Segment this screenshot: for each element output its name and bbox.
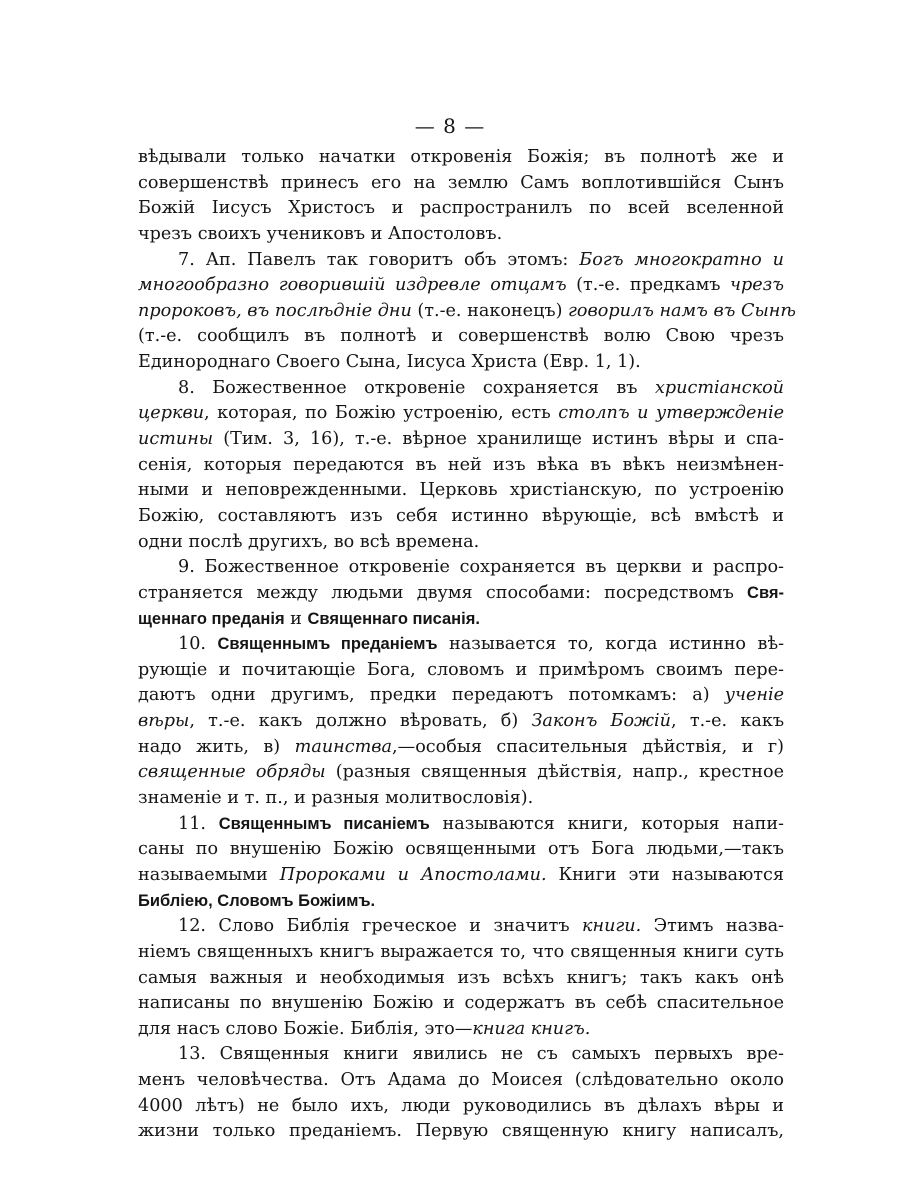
text-line [138, 966, 784, 992]
text-run: написаны по внушенію Божію и содержатъ въ себѣ спасительное [138, 993, 784, 1014]
text-line [138, 555, 784, 581]
italic-text: вѣры [138, 711, 190, 732]
text-run: 8. Божественное откровеніе сохраняется въ [178, 377, 655, 398]
text-run: Единороднаго Своего Сына, Іисуса Христа (Евр. 1, 1). [138, 352, 641, 373]
text-line [138, 350, 784, 376]
text-line [138, 581, 784, 607]
text-run: (Тим. 3, 16), т.-е. вѣрное хранилище истинъ вѣры и спа- [213, 429, 784, 450]
text-line [138, 786, 784, 812]
italic-text: христіанской [654, 377, 784, 398]
text-line [138, 940, 784, 966]
text-line [138, 222, 784, 248]
paragraph [138, 812, 784, 915]
text-run: вѣдывали только начатки откровенія Божія; въ полнотѣ же и [138, 147, 784, 167]
page-body-text [138, 145, 796, 1145]
text-line [138, 299, 796, 325]
paragraph [138, 145, 784, 248]
text-run: (разныя священныя дѣйствія, напр., крестное [325, 762, 784, 783]
text-run: Книги эти называются [546, 864, 784, 885]
text-line [138, 1119, 784, 1145]
text-line [138, 863, 784, 889]
italic-text: чрезъ [730, 275, 784, 296]
text-line [138, 607, 784, 633]
bold-text: Священнымъ писаніемъ [218, 814, 430, 833]
text-run: совершенствѣ принесъ его на землю Самъ воплотившійся Сынъ [138, 172, 784, 193]
italic-text: священные обряды [138, 762, 326, 783]
text-run: 9. Божественное откровеніе сохраняется въ церкви и распро- [178, 557, 784, 578]
text-run: знаменіе и т. п., и разныя молитвословія). [138, 788, 534, 809]
text-line [138, 478, 784, 504]
italic-text: церкви [138, 403, 205, 424]
text-run: 10. [178, 634, 218, 655]
italic-text: ученіе [724, 685, 784, 706]
text-run: надо жить, в) [138, 736, 295, 757]
text-run: 4000 лѣтъ) не было ихъ, люди руководились въ дѣлахъ вѣры и [138, 1095, 784, 1116]
paragraph [138, 555, 784, 632]
text-run: страняется между людьми двумя способами: посредствомъ [138, 582, 748, 603]
italic-text: книга книгъ. [472, 1018, 591, 1039]
text-run: для насъ слово Божіе. Библія, это— [138, 1018, 473, 1039]
text-run: 11. [178, 813, 219, 834]
text-run: и [284, 608, 308, 629]
text-line [138, 1017, 784, 1043]
text-line [138, 1068, 784, 1094]
italic-text: Богъ многократно и [579, 249, 785, 270]
text-run: 13. Священныя книги явились не съ самыхъ первыхъ вре- [178, 1044, 784, 1065]
text-run: одни послѣ другихъ, во всѣ времена. [138, 531, 480, 552]
text-line [138, 196, 784, 222]
text-run: называется то, когда истинно вѣ- [437, 634, 785, 655]
bold-text: Свя- [747, 583, 784, 602]
text-line [138, 453, 784, 479]
italic-text: Законъ Божій [531, 711, 672, 732]
bold-text: Библіею, Словомъ Божіимъ. [138, 891, 376, 910]
text-line [138, 248, 784, 274]
text-run: , т.-е. какъ [671, 711, 785, 732]
page-number: — 8 — [414, 114, 486, 138]
text-run: Божію, составляютъ изъ себя истинно вѣрующіе, всѣ вмѣстѣ и [138, 505, 784, 526]
text-line [138, 1042, 784, 1068]
text-run: ными и неповрежденными. Церковь христіанскую, по устроенію [138, 480, 784, 501]
text-run: 12. Слово Библія греческое и значитъ [178, 916, 582, 937]
text-line [138, 889, 784, 915]
text-run: сенія, которыя передаются въ ней изъ вѣка въ вѣкъ неизмѣнен- [138, 454, 784, 475]
text-line [138, 401, 784, 427]
text-line [138, 709, 784, 735]
text-line [138, 376, 784, 402]
text-line [138, 427, 784, 453]
text-line [138, 658, 784, 684]
italic-text: книги. [581, 916, 642, 937]
text-run: чрезъ своихъ учениковъ и Апостоловъ. [138, 223, 503, 244]
text-run: ,—особыя спасительныя дѣйствія, и г) [392, 736, 784, 757]
text-line [138, 504, 784, 530]
text-run: ніемъ священныхъ книгъ выражается то, что священныя книги суть [138, 941, 784, 962]
paragraph [138, 632, 784, 811]
italic-text: говорилъ намъ въ Сынѣ [568, 300, 796, 321]
italic-text: многообразно говорившій издревле отцамъ [138, 275, 567, 296]
text-run: (т.-е. наконецъ) [411, 300, 569, 321]
italic-text: столпъ и утвержденіе [558, 403, 784, 424]
italic-text: Пророками и Апостолами. [279, 864, 547, 885]
text-run: , т.-е. какъ должно вѣровать, б) [189, 711, 532, 732]
text-line [138, 760, 784, 786]
bold-text: Священнаго писанія. [307, 609, 480, 628]
paragraph [138, 914, 784, 1042]
paragraph [138, 248, 796, 376]
text-run: (т.-е. сообщилъ въ полнотѣ и совершенствѣ волю Свою чрезъ [138, 326, 784, 347]
text-line [138, 1094, 784, 1120]
italic-text: таинства [294, 736, 393, 757]
paragraph [138, 1042, 784, 1145]
text-line [138, 530, 784, 556]
text-run: самыя важныя и необходимыя изъ всѣхъ книгъ; такъ какъ онѣ [138, 967, 784, 988]
text-line [138, 812, 784, 838]
bold-text: щеннаго преданія [138, 609, 285, 628]
text-line [138, 632, 784, 658]
text-run: саны по внушенію Божію освященными отъ Бога людьми,—такъ [138, 839, 784, 860]
italic-text: истины [138, 429, 214, 450]
text-line [138, 683, 784, 709]
bold-text: Священнымъ преданіемъ [217, 635, 438, 654]
text-run: рующіе и почитающіе Бога, словомъ и примѣромъ своимъ пере- [138, 659, 784, 680]
text-line [138, 735, 784, 761]
text-run: (т.-е. предкамъ [566, 275, 731, 296]
text-line [138, 324, 784, 350]
text-line [138, 837, 784, 863]
text-run: жизни только преданіемъ. Первую священную книгу написалъ, [138, 1121, 784, 1142]
text-run: даютъ одни другимъ, предки передаютъ потомкамъ: а) [138, 685, 725, 706]
text-line [138, 991, 784, 1017]
text-line [138, 914, 784, 940]
italic-text: пророковъ, въ послѣдніе дни [138, 300, 412, 321]
text-line [138, 145, 784, 171]
text-run: 7. Ап. Павелъ так говоритъ объ этомъ: [178, 249, 580, 270]
text-line [138, 171, 784, 197]
paragraph [138, 376, 784, 555]
text-run: , которая, по Божію устроенію, есть [204, 403, 559, 424]
text-run: называемыми [138, 864, 280, 885]
text-run: менъ человѣчества. Отъ Адама до Моисея (слѣдовательно около [138, 1070, 784, 1091]
text-run: Божій Іисусъ Христосъ и распространилъ по всей вселенной [138, 198, 784, 219]
text-line [138, 273, 784, 299]
text-run: Этимъ назва- [641, 916, 784, 937]
text-run: называются книги, которыя напи- [429, 813, 784, 834]
